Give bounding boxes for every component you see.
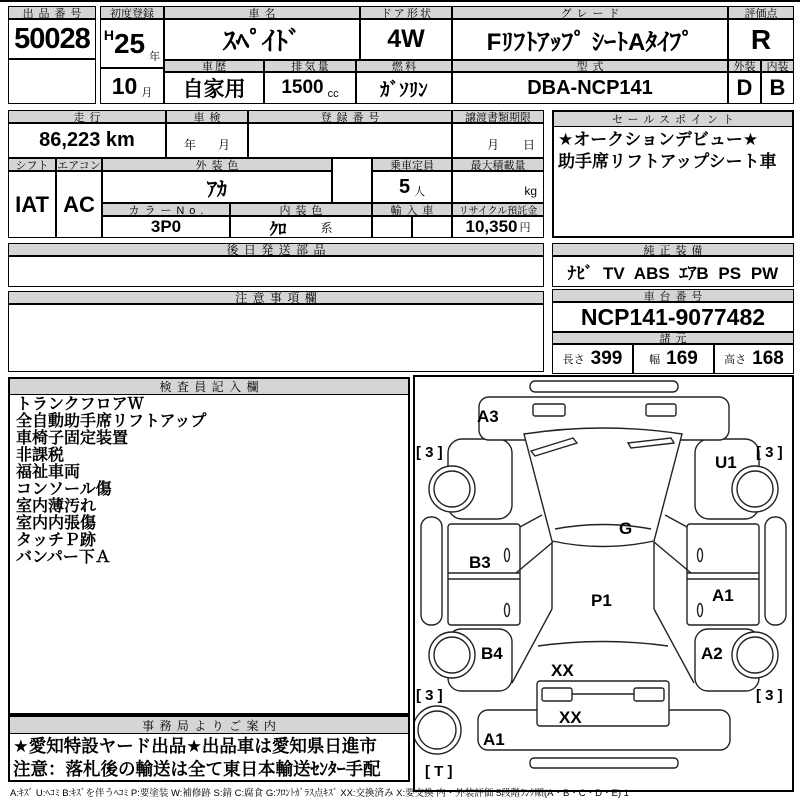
capacity-number: 5	[398, 175, 411, 198]
caution-notes-value	[8, 304, 544, 372]
inspector-notes-list	[10, 395, 408, 567]
capacity-label: 乗車定員	[372, 158, 452, 171]
lot-number-label: 出品番号	[8, 6, 96, 19]
mileage-value: 86,223 km	[8, 123, 166, 158]
color-number-value: 3P0	[102, 216, 230, 238]
shaken-month-label: 月	[218, 138, 231, 152]
interior-grade-value: B	[761, 72, 794, 104]
legend-line: A:ｷｽﾞ U:ﾍｺﾐ B:ｷｽﾞを伴うﾍｺﾐ P:要塗装 W:補修跡 S:錆 C:腐食 G:ﾌﾛﾝﾄｶﾞﾗｽ点ｷｽﾞ XX:交換済み X:要交換 内・外装評価 5段階ﾗﾝｸ順(A・B・C・D・E) 1	[10, 788, 629, 799]
shift-value: IAT	[8, 171, 56, 238]
recycle-deposit-label: リサイクル預託金	[452, 203, 544, 216]
history-label: 車歴	[164, 60, 264, 72]
marker-tire-front-right: [ 3 ]	[756, 444, 783, 461]
factory-equipment-value: ﾅﾋﾞ TV ABS ｴｱB PS PW	[552, 256, 794, 287]
sales-point-label: セールスポイント	[554, 112, 792, 127]
door-handle	[698, 604, 703, 617]
tail-lamp-left	[542, 688, 572, 701]
interior-color-suffix: 系	[320, 220, 333, 235]
registration-number-label: 登録番号	[248, 110, 452, 123]
spec-width-cell	[633, 344, 714, 374]
spec-length-cell	[552, 344, 633, 374]
sales-point-line1: ★オークションデビュー★	[558, 130, 759, 149]
marker-tire-front-left: [ 3 ]	[416, 444, 443, 461]
mileage-label: 走行	[8, 110, 166, 123]
marker-rear-gate: XX	[559, 708, 582, 727]
spec-length-label: 長さ	[562, 354, 585, 366]
damage-diagram-box	[413, 375, 794, 792]
shift-label: シフト	[8, 158, 56, 171]
capacity-unit: 人	[414, 186, 426, 198]
spec-width-value: 169	[666, 348, 698, 369]
sales-point-line2: 助手席リフトアップシート車	[558, 152, 777, 171]
import-cell-2	[412, 216, 452, 238]
car-name-value: ｽﾍﾟｲﾄﾞ	[164, 19, 360, 60]
marker-front-bumper: A3	[477, 407, 499, 426]
max-load-value: kg	[452, 171, 544, 203]
inspector-notes-box	[8, 377, 410, 715]
inspector-note-item: 室内内張傷	[16, 515, 97, 532]
grade-label: グレード	[452, 6, 728, 19]
marker-rear-bumper: A1	[483, 730, 505, 749]
later-shipped-parts-value	[8, 256, 544, 287]
grade-value: Fﾘﾌﾄｱｯﾌﾟ ｼｰﾄAﾀｲﾌﾟ	[452, 19, 728, 60]
history-value: 自家用	[164, 72, 264, 104]
marker-right-rear-door: A1	[712, 586, 734, 605]
right-front-wheel-inner	[737, 471, 773, 507]
office-notice-line2: 注意：落札後の輸送は全て東日本輸送ｾﾝﾀｰ手配	[13, 759, 381, 779]
later-shipped-parts-label: 後日発送部品	[8, 243, 544, 256]
door-shape-value: 4W	[360, 19, 452, 60]
fuel-value: ｶﾞｿﾘﾝ	[356, 72, 452, 104]
recycle-deposit-value	[452, 216, 544, 238]
marker-right-rear-fender: A2	[701, 644, 723, 663]
year-value: 25	[113, 27, 146, 59]
exterior-color-label: 外装色	[102, 158, 332, 171]
exterior-color-value: ｱｶ	[102, 171, 332, 203]
exterior-color-extra-cell	[332, 158, 372, 203]
first-registration-month	[100, 68, 164, 104]
shaken-year-label: 年	[183, 138, 196, 152]
front-bumper-strip	[530, 381, 678, 392]
transfer-deadline-label: 譲渡書類期限	[452, 110, 544, 123]
door-handle	[505, 604, 510, 617]
inspector-note-item: コンソール傷	[16, 481, 112, 498]
inspector-note-item: タッチＰ跡	[16, 532, 97, 549]
inspector-note-item: 室内薄汚れ	[16, 498, 97, 515]
transfer-day-label: 日	[522, 138, 535, 152]
fuel-label: 燃料	[356, 60, 452, 72]
exterior-grade-label: 外装	[728, 60, 761, 72]
transfer-deadline-value	[452, 123, 544, 158]
factory-equipment-label: 純正装備	[552, 243, 794, 256]
month-value: 10	[111, 72, 138, 99]
car-damage-diagram	[415, 377, 792, 790]
model-code-value: DBA-NCP141	[452, 72, 728, 104]
displacement-unit: cc	[327, 88, 339, 100]
rear-bumper-strip	[530, 758, 678, 768]
inspector-notes-label: 検査員記入欄	[10, 379, 408, 395]
displacement-label: 排気量	[264, 60, 356, 72]
marker-tire-rear-right: [ 3 ]	[756, 687, 783, 704]
interior-color-value	[230, 216, 372, 238]
capacity-value	[372, 171, 452, 203]
front-grille-slot	[533, 404, 565, 416]
interior-color-name: ｸﾛ	[269, 219, 287, 238]
month-unit: 月	[141, 87, 153, 99]
spec-height-label: 高さ	[724, 354, 747, 366]
import-cell-1	[372, 216, 412, 238]
rear-window-line	[538, 642, 668, 647]
spec-height-cell	[714, 344, 794, 374]
door-shape-label: ドア形状	[360, 6, 452, 19]
marker-tire-rear-left: [ 3 ]	[416, 687, 443, 704]
left-front-wheel-inner	[434, 471, 470, 507]
era-letter: H	[103, 26, 114, 43]
color-number-label: カラーNo.	[102, 203, 230, 216]
recycle-amount: 10,350	[465, 217, 518, 236]
marker-roof: P1	[591, 591, 612, 610]
marker-left-front-door: B3	[469, 553, 491, 572]
marker-left-rear-fender: B4	[481, 644, 503, 663]
inspector-note-item: トランクフロアＷ	[16, 396, 144, 413]
lot-empty-cell	[8, 59, 96, 104]
tail-lamp-right	[634, 688, 664, 701]
door-handle	[505, 549, 510, 562]
office-notice-line1: ★愛知特設ヤード出品★出品車は愛知県日進市	[13, 736, 377, 756]
office-notice-box	[8, 715, 410, 782]
spare-tire-inner	[418, 711, 456, 749]
left-rear-wheel-inner	[434, 637, 470, 673]
specs-label: 諸元	[552, 332, 794, 344]
score-value: R	[728, 19, 794, 60]
year-unit: 年	[149, 51, 161, 63]
first-registration-year	[100, 19, 164, 68]
interior-color-label: 内装色	[230, 203, 372, 216]
inspector-note-item: バンパー下Ａ	[16, 549, 111, 566]
right-rear-wheel-inner	[737, 637, 773, 673]
car-name-label: 車名	[164, 6, 360, 19]
displacement-number: 1500	[281, 77, 324, 98]
spec-length-value: 399	[590, 348, 623, 369]
score-label: 評価点	[728, 6, 794, 19]
sales-point-box	[552, 110, 794, 238]
marker-rear-window: XX	[551, 661, 574, 680]
aircon-value: AC	[56, 171, 102, 238]
import-label: 輸入車	[372, 203, 452, 216]
max-load-label: 最大積載量	[452, 158, 544, 171]
top-rule	[0, 0, 800, 2]
spec-height-value: 168	[752, 348, 784, 369]
model-code-label: 型式	[452, 60, 728, 72]
first-registration-label: 初度登録	[100, 6, 164, 19]
interior-grade-label: 内装	[761, 60, 794, 72]
recycle-unit: 円	[519, 222, 531, 234]
door-handle	[698, 549, 703, 562]
office-notice-content	[10, 734, 408, 782]
displacement-value	[264, 72, 356, 104]
transfer-month-label: 月	[486, 138, 499, 152]
car-outline	[415, 381, 786, 768]
front-grille-slot	[646, 404, 676, 416]
lot-number-value: 50028	[8, 19, 96, 59]
chassis-number-value: NCP141-9077482	[552, 302, 794, 332]
caution-notes-label: 注意事項欄	[8, 291, 544, 304]
marker-right-front-fender: U1	[715, 453, 737, 472]
right-sill	[765, 517, 786, 625]
inspector-note-item: 全自動助手席リフトアップ	[16, 413, 207, 430]
spec-width-label: 幅	[649, 354, 661, 366]
aircon-label: エアコン	[57, 159, 101, 171]
marker-windshield: G	[619, 519, 633, 538]
registration-number-value	[248, 123, 452, 158]
shaken-label: 車検	[166, 110, 248, 123]
inspector-note-item: 車椅子固定装置	[16, 430, 129, 447]
exterior-grade-value: D	[728, 72, 761, 104]
left-sill	[421, 517, 442, 625]
inspector-note-item: 福祉車両	[16, 464, 81, 481]
inspector-note-item: 非課税	[16, 447, 65, 464]
shaken-value	[166, 123, 248, 158]
sales-point-content	[554, 127, 792, 175]
marker-spare-tire: [ T ]	[425, 763, 453, 780]
chassis-number-label: 車台番号	[552, 289, 794, 302]
office-notice-label: 事務局よりご案内	[10, 717, 408, 734]
